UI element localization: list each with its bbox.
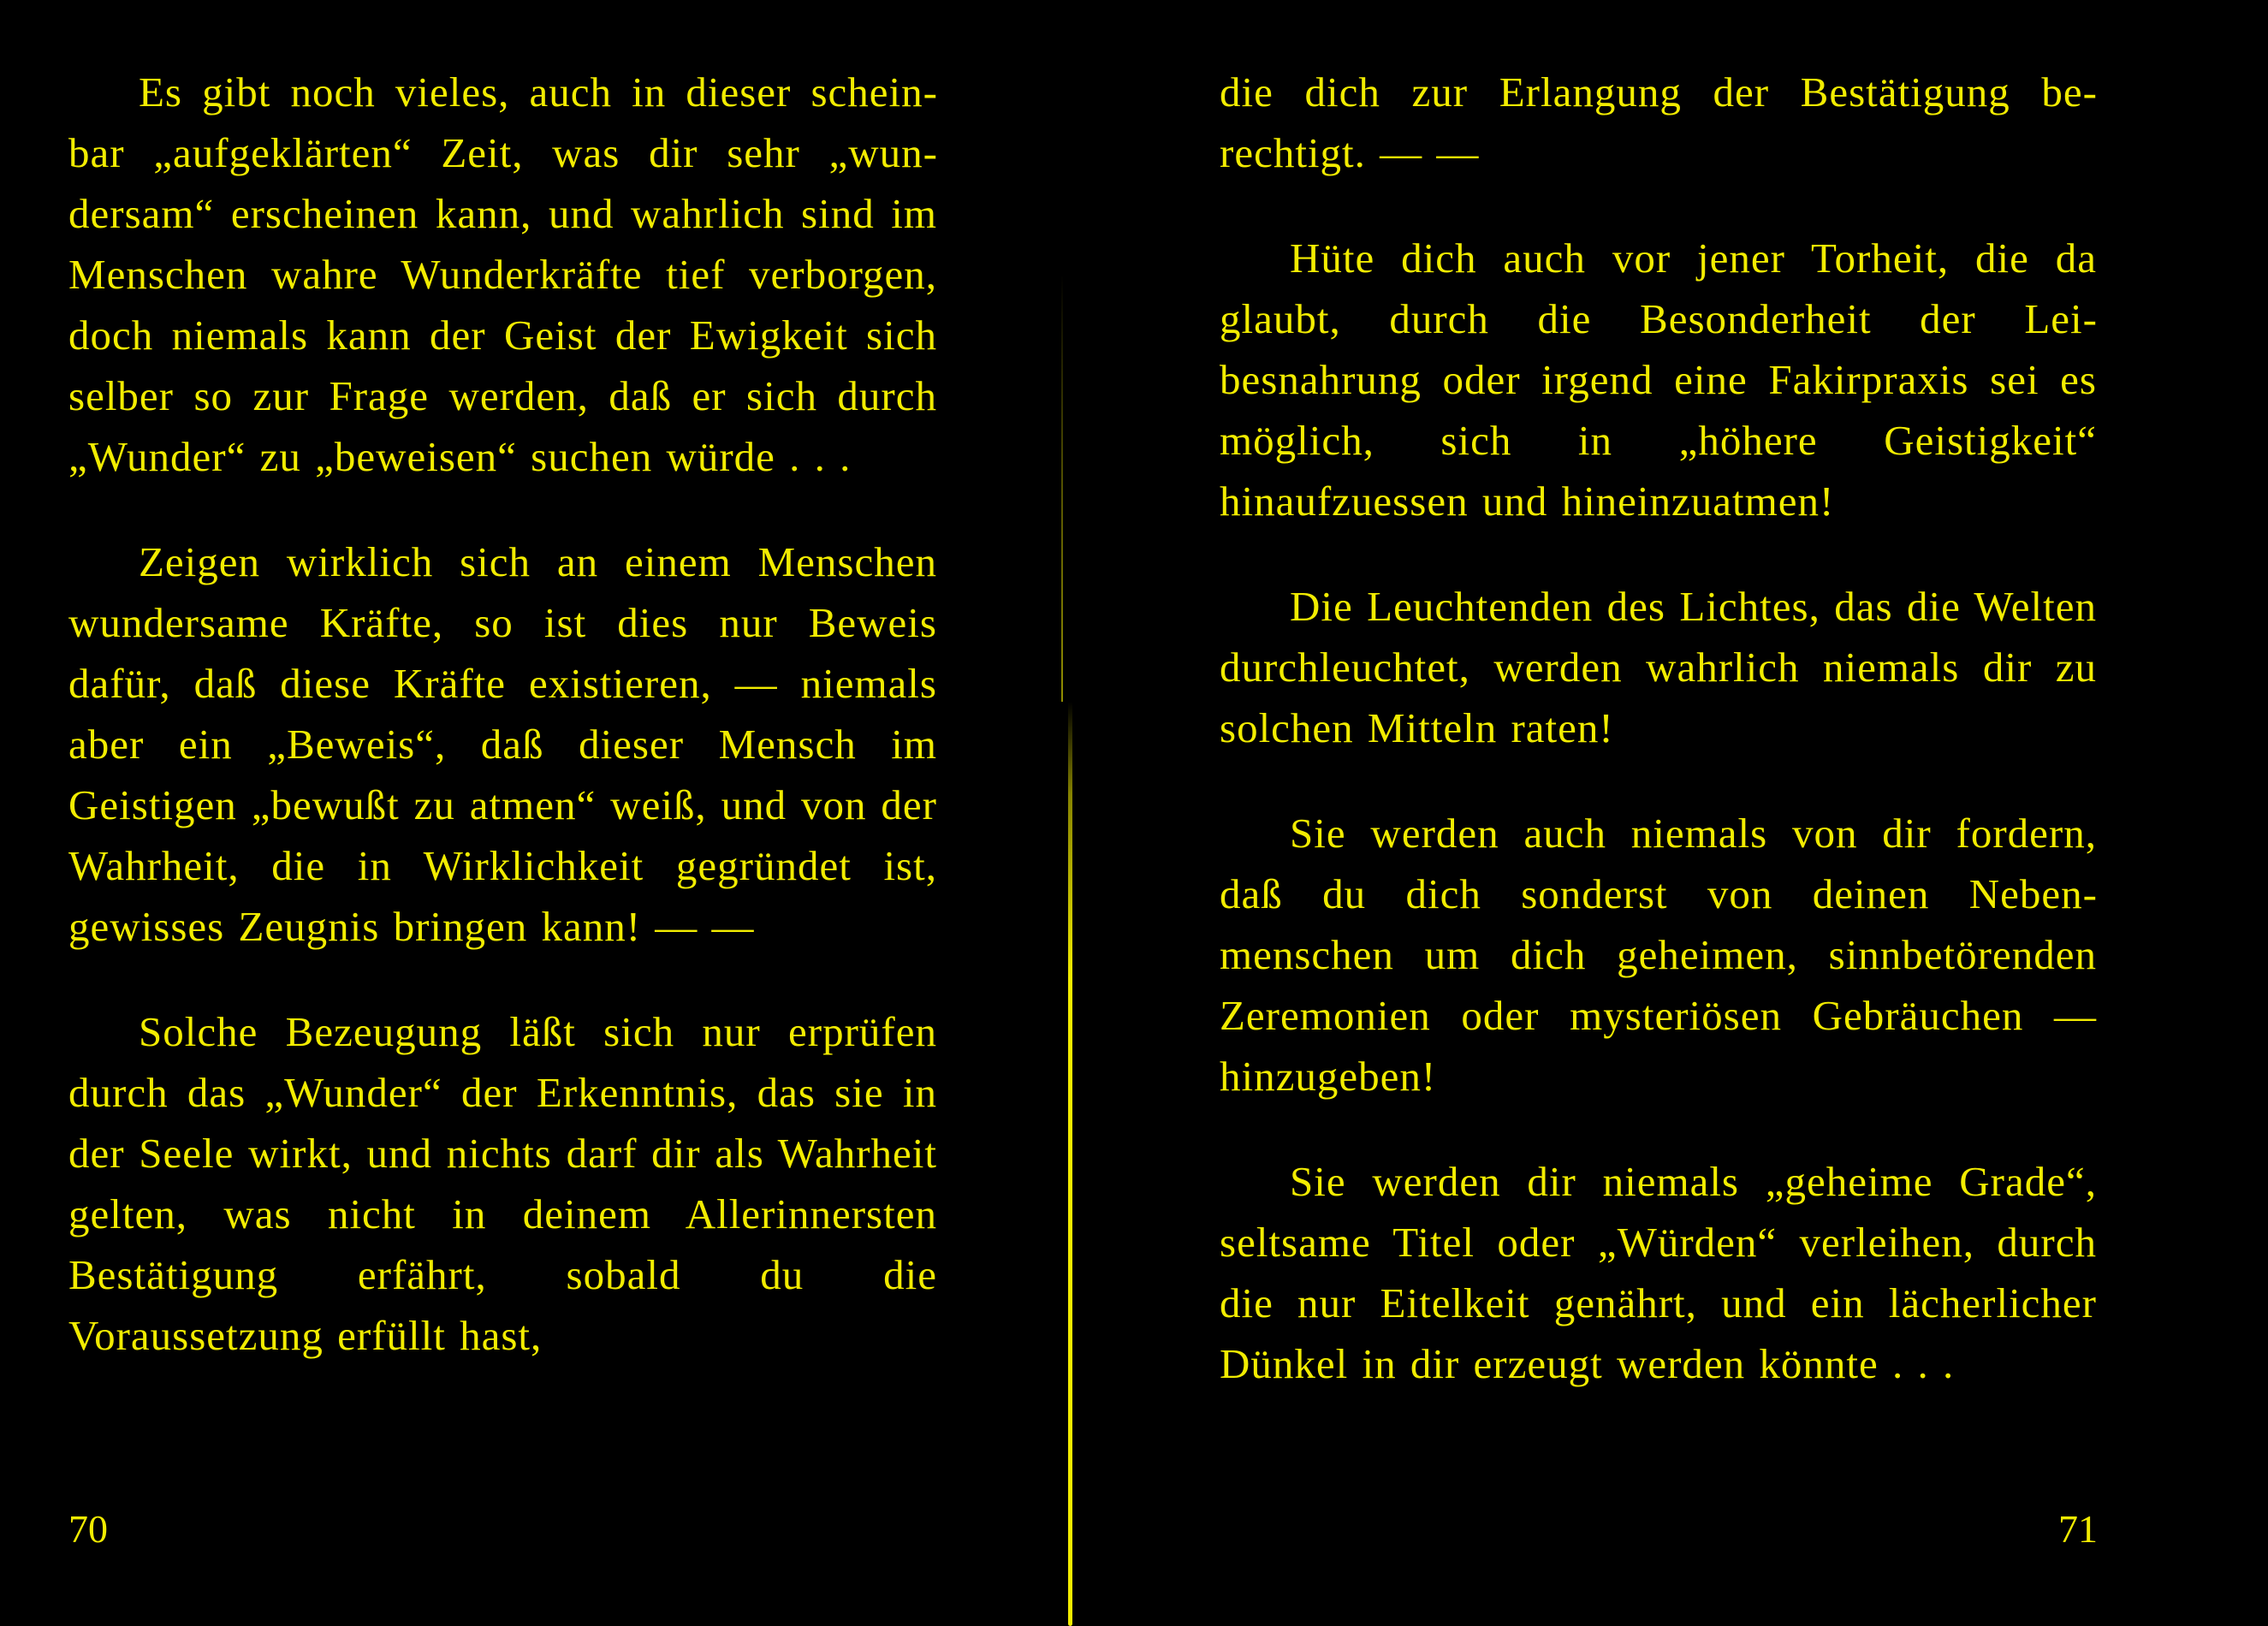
- right-page-text: [1220, 62, 2097, 1394]
- left-page: [0, 0, 1057, 1626]
- page-number-left: 70: [68, 1507, 108, 1551]
- left-paragraph-2: Zeigen wirklich sich an einem Menschen wundersame Kräfte, so ist dies nur Beweis dafür, daß diese Kräfte existieren, — niemals aber ein „Beweis“, daß dieser Mensch im Geistigen „bewußt zu atmen“ weiß, und von der Wahrheit, die in Wirklichkeit gegründet ist, gewisses Zeugnis bringen kann! — —: [68, 538, 937, 950]
- paragraph-gap: [68, 957, 937, 1001]
- left-paragraph-3: Solche Bezeugung läßt sich nur erprüfen durch das „Wunder“ der Erkenntnis, das sie in der Seele wirkt, und nichts darf dir als Wahrheit gelten, was nicht in deinem Allerinnersten Bestätigung erfährt, sobald du die Voraussetzung erfüllt hast,: [68, 1008, 937, 1359]
- right-paragraph-2: Hüte dich auch vor jener Torheit, die da glaubt, durch die Besonderheit der Leibesnahrung oder irgend eine Fakirpraxis sei es möglich, sich in „höhere Geistigkeit“ hinaufzuessen und hineinzuatmen!: [1220, 234, 2097, 525]
- left-page-text: [68, 62, 937, 1366]
- right-paragraph-4: Sie werden auch niemals von dir fordern, daß du dich sonderst von deinen Nebenmenschen um dich geheimen, sinnbetörenden Zeremonien oder mysteriösen Gebräuchen — hinzugeben!: [1220, 810, 2097, 1100]
- gutter-line: [1068, 702, 1072, 1626]
- right-paragraph-5: Sie werden dir niemals „geheime Grade“, seltsame Titel oder „Würden“ verleihen, durch die nur Eitelkeit genährt, und ein lächerlicher Dünkel in dir erzeugt werden könnte . . .: [1220, 1158, 2097, 1387]
- page-number-right: 71: [2058, 1507, 2098, 1551]
- paragraph-gap: [1220, 183, 2097, 228]
- left-paragraph-1: Es gibt noch vieles, auch in dieser scheinbar „aufgeklärten“ Zeit, was dir sehr „wundersam“ erscheinen kann, und wahrlich sind im Menschen wahre Wunderkräfte tief verborgen, doch niemals kann der Geist der Ewigkeit sich selber so zur Frage werden, daß er sich durch „Wunder“ zu „beweisen“ suchen würde . . .: [68, 68, 937, 480]
- paragraph-gap: [68, 487, 937, 531]
- right-paragraph-1: die dich zur Erlangung der Bestätigung berechtigt. — —: [1220, 68, 2097, 176]
- right-page: [1083, 0, 2268, 1626]
- paragraph-gap: [1220, 1107, 2097, 1151]
- right-paragraph-3: Die Leuchtenden des Lichtes, das die Welten durchleuchtet, werden wahrlich niemals dir zu solchen Mitteln raten!: [1220, 583, 2097, 751]
- gutter-shadow: [1061, 274, 1063, 702]
- paragraph-gap: [1220, 758, 2097, 803]
- paragraph-gap: [1220, 531, 2097, 576]
